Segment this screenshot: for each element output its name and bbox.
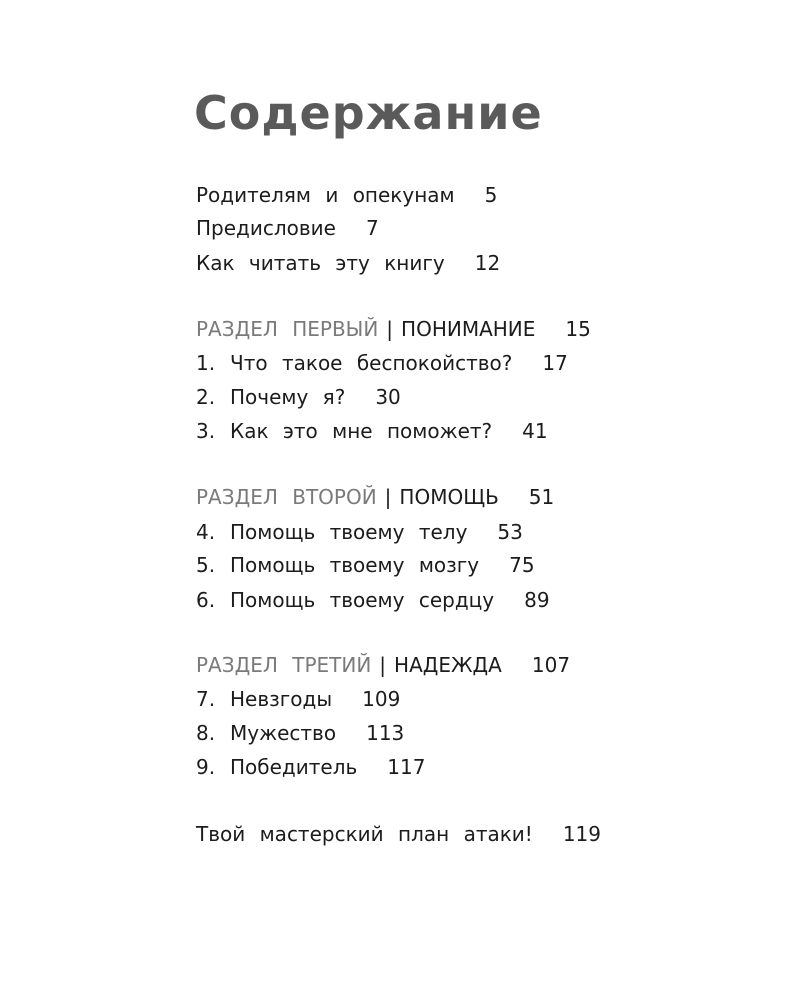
toc-entry — [196, 180, 497, 210]
chapter-label: Мужество — [230, 721, 337, 745]
toc-entry-label: Предисловие — [196, 216, 336, 240]
section-heading — [196, 482, 554, 512]
chapter-entry — [196, 517, 523, 547]
section-name: НАДЕЖДА — [394, 653, 502, 677]
chapter-entry — [196, 550, 535, 580]
chapter-entry — [196, 348, 568, 378]
chapter-page: 89 — [524, 588, 550, 612]
toc-entry — [196, 213, 379, 243]
chapter-page: 30 — [375, 385, 401, 409]
chapter-entry — [196, 718, 404, 748]
toc-entry — [196, 819, 601, 849]
section-separator: | — [379, 653, 387, 677]
chapter-label: Помощь твоему сердцу — [230, 588, 495, 612]
chapter-entry — [196, 382, 401, 412]
chapter-number: 3. — [196, 419, 216, 443]
chapter-number: 4. — [196, 520, 216, 544]
toc-entry — [196, 248, 500, 278]
chapter-label: Победитель — [230, 755, 358, 779]
chapter-number: 6. — [196, 588, 216, 612]
chapter-number: 9. — [196, 755, 216, 779]
section-label: РАЗДЕЛ ПЕРВЫЙ — [196, 317, 379, 341]
toc-entry-page: 7 — [365, 216, 379, 240]
chapter-label: Помощь твоему мозгу — [230, 553, 480, 577]
chapter-entry — [196, 416, 548, 446]
section-heading — [196, 650, 570, 680]
chapter-entry — [196, 752, 425, 782]
chapter-label: Как это мне поможет? — [230, 419, 493, 443]
chapter-label: Что такое беспокойство? — [230, 351, 513, 375]
chapter-label: Невзгоды — [230, 687, 333, 711]
chapter-page: 53 — [497, 520, 523, 544]
section-name: ПОМОЩЬ — [399, 485, 499, 509]
chapter-page: 41 — [522, 419, 548, 443]
section-heading — [196, 314, 591, 344]
toc-entry-label: Как читать эту книгу — [196, 251, 445, 275]
chapter-entry — [196, 585, 550, 615]
section-page: 15 — [565, 317, 591, 341]
chapter-page: 109 — [362, 687, 401, 711]
chapter-page: 17 — [542, 351, 568, 375]
toc-entry-page: 5 — [484, 183, 498, 207]
page-title: Содержание — [194, 86, 543, 140]
chapter-entry — [196, 684, 400, 714]
chapter-number: 1. — [196, 351, 216, 375]
chapter-number: 2. — [196, 385, 216, 409]
chapter-label: Почему я? — [230, 385, 346, 409]
toc-entry-label: Твой мастерский план атаки! — [196, 822, 533, 846]
chapter-page: 117 — [387, 755, 426, 779]
section-separator: | — [384, 485, 392, 509]
table-of-contents — [196, 0, 756, 1000]
section-label: РАЗДЕЛ ТРЕТИЙ — [196, 653, 372, 677]
toc-entry-label: Родителям и опекунам — [196, 183, 455, 207]
toc-entry-page: 119 — [562, 822, 602, 846]
section-separator: | — [386, 317, 394, 341]
section-page: 51 — [528, 485, 555, 509]
chapter-page: 75 — [509, 553, 535, 577]
chapter-page: 113 — [366, 721, 405, 745]
section-page: 107 — [531, 653, 571, 677]
section-name: ПОНИМАНИЕ — [401, 317, 536, 341]
chapter-number: 8. — [196, 721, 216, 745]
section-label: РАЗДЕЛ ВТОРОЙ — [196, 485, 377, 509]
chapter-number: 7. — [196, 687, 216, 711]
chapter-number: 5. — [196, 553, 216, 577]
chapter-label: Помощь твоему телу — [230, 520, 468, 544]
toc-entry-page: 12 — [474, 251, 501, 275]
